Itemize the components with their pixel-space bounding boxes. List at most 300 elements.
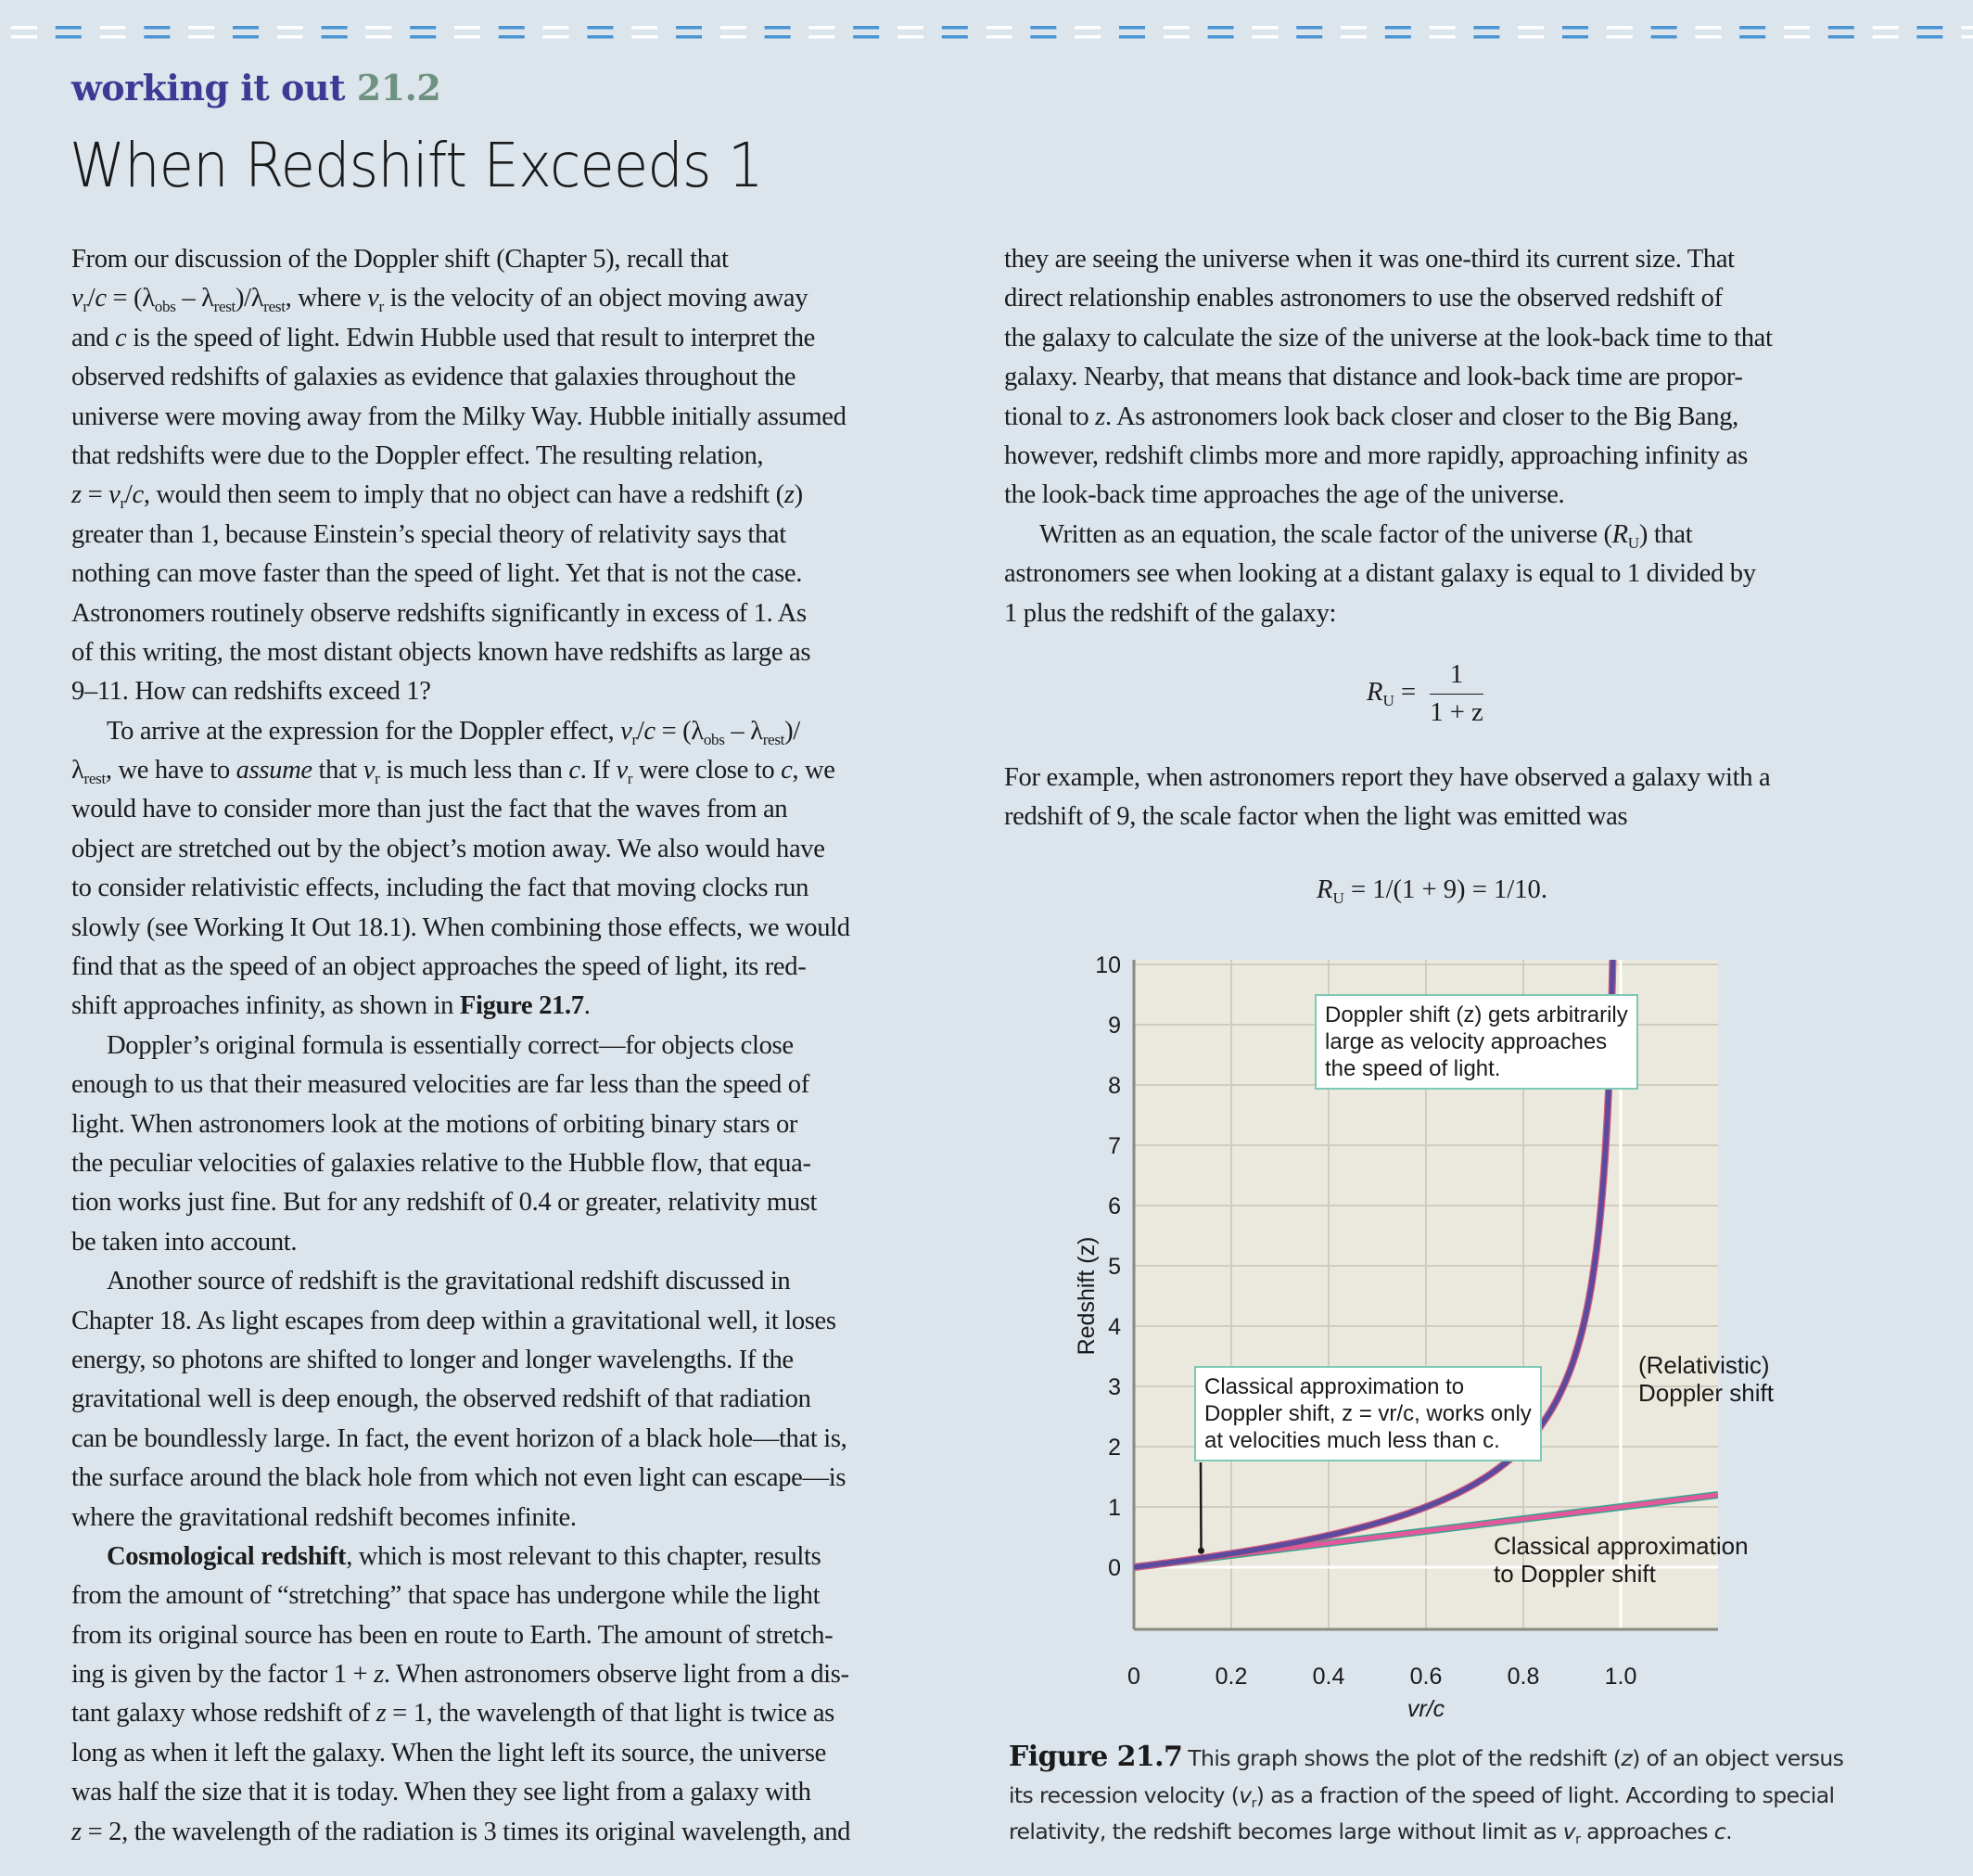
rule-dash: [1961, 35, 1973, 39]
paragraph-line: [71, 1813, 934, 1852]
text-run: R: [1317, 875, 1333, 904]
paragraph-line: [71, 398, 934, 437]
text-run: /: [87, 284, 95, 313]
text-run: from the amount of “stretching” that space has undergone while the light: [71, 1581, 821, 1611]
equation-scale-factor: [1367, 660, 1483, 728]
rule-dash: [100, 26, 126, 30]
annotation-line: Doppler shift, z = vr/c, works only: [1204, 1401, 1532, 1426]
rule-dash: [1208, 26, 1234, 30]
paragraph-line: [1004, 437, 1894, 476]
rule-dash: [1341, 26, 1367, 30]
y-tick-label: 1: [1108, 1495, 1121, 1521]
paragraph-line: [71, 869, 934, 908]
leader-line-classical: [1201, 1462, 1202, 1551]
rule-dash: [631, 35, 657, 39]
figure-reference: Figure 21.7: [459, 991, 584, 1021]
paragraph-line: [71, 1655, 934, 1694]
rule-dash: [1385, 35, 1411, 39]
text-run: /: [636, 716, 644, 746]
text-run: .: [583, 991, 591, 1021]
paragraph-line: [1004, 476, 1894, 515]
text-run: v: [363, 756, 376, 785]
paragraph-line: [1004, 398, 1894, 437]
subscript: r: [120, 494, 125, 513]
y-tick-label: 7: [1108, 1133, 1121, 1159]
annotation-relativistic: [1315, 994, 1638, 1090]
text-run: the peculiar velocities of galaxies relative to the Hubble flow, that equa-: [71, 1148, 811, 1178]
subscript: obs: [703, 730, 725, 748]
rule-dash: [897, 26, 923, 30]
paragraph-line: [71, 1302, 934, 1341]
text-run: tional to: [1004, 402, 1096, 431]
text-run: enough to us that their measured velocities are far less than the speed of: [71, 1070, 809, 1100]
text-run: v: [1562, 1819, 1576, 1844]
text-run: , which is most relevant to this chapter, results: [346, 1541, 821, 1571]
rule-dash: [808, 26, 834, 30]
curve-label-line: Classical approximation: [1494, 1532, 1749, 1560]
section-kicker: [71, 67, 440, 108]
figure-21-7-chart: [1066, 927, 1808, 1725]
paragraph-line: [71, 1734, 934, 1773]
rule-dash: [410, 26, 436, 30]
text-run: For example, when astronomers report they have observed a galaxy with a: [1004, 763, 1771, 792]
rule-dash: [1873, 26, 1899, 30]
paragraph-line: [1004, 319, 1894, 358]
rule-dash: [11, 35, 37, 39]
text-run: be taken into account.: [71, 1227, 298, 1257]
rule-dash: [188, 26, 214, 30]
rule-dash: [1695, 26, 1721, 30]
subscript: r: [83, 298, 88, 316]
eq-equals: =: [1401, 678, 1417, 708]
rule-dash: [322, 35, 348, 39]
rule-dash: [1828, 26, 1854, 30]
text-run: where the gravitational redshift becomes infinite.: [71, 1502, 577, 1532]
rule-dash: [853, 35, 879, 39]
subscript: U: [1627, 533, 1639, 552]
text-run: ing is given by the factor 1 +: [71, 1660, 375, 1690]
eq-denominator: 1 + z: [1430, 698, 1483, 727]
paragraph-line: [71, 1341, 934, 1380]
y-tick-label: 10: [1095, 952, 1121, 978]
rule-dash: [1030, 35, 1056, 39]
text-run: z: [71, 480, 82, 510]
text-run: would have to consider more than just the fact that the waves from an: [71, 795, 788, 824]
x-axis-label: vr/c: [1407, 1696, 1445, 1722]
text-run: . When astronomers observe light from a dis-: [383, 1660, 849, 1690]
rule-dash: [1252, 26, 1278, 30]
text-run: z: [1095, 402, 1105, 431]
rule-dash: [144, 35, 170, 39]
text-run: galaxy. Nearby, that means that distance and look-back time are propor-: [1004, 363, 1743, 392]
text-run: Chapter 18. As light escapes from deep within a gravitational well, it loses: [71, 1306, 836, 1335]
text-run: that redshifts were due to the Doppler effect. The resulting relation,: [71, 440, 764, 470]
text-run: and: [71, 323, 116, 352]
rule-dash: [233, 35, 259, 39]
text-run: v: [620, 716, 632, 746]
rule-dash: [1651, 26, 1677, 30]
rule-dash: [808, 35, 834, 39]
text-run: c: [132, 480, 144, 510]
rule-dash: [277, 35, 303, 39]
rule-dash: [1518, 35, 1544, 39]
rule-dash: [1784, 26, 1810, 30]
text-run: redshift of 9, the scale factor when the light was emitted was: [1004, 802, 1628, 832]
annotation-line: the speed of light.: [1325, 1056, 1501, 1081]
text-run: c: [568, 756, 580, 785]
subscript: r: [631, 730, 637, 748]
rule-dash: [1473, 35, 1499, 39]
subscript: r: [1575, 1831, 1581, 1847]
rule-dash: [1739, 26, 1765, 30]
rule-dash: [56, 35, 82, 39]
rule-dash: [322, 26, 348, 30]
rule-dash: [1916, 35, 1942, 39]
rule-dash: [1784, 35, 1810, 39]
paragraph-line: [1004, 759, 1894, 798]
text-run: is the speed of light. Edwin Hubble used that result to interpret the: [126, 323, 815, 352]
rule-dash: [188, 35, 214, 39]
rule-dash: [765, 26, 791, 30]
paragraph-line: [71, 240, 934, 279]
body-column-right-continued: [1004, 759, 1894, 837]
text-run: c: [115, 323, 127, 352]
text-run: v: [71, 284, 83, 313]
rule-dash: [100, 35, 126, 39]
text-run: Written as an equation, the scale factor of the universe (: [1039, 519, 1612, 549]
text-run: they are seeing the universe when it was one-third its current size. That: [1004, 245, 1735, 274]
subscript: rest: [213, 298, 235, 316]
text-run: greater than 1, because Einstein’s special theory of relativity says that: [71, 519, 786, 549]
text-run: is the velocity of an object moving away: [383, 284, 808, 313]
paragraph-line: [1004, 798, 1894, 836]
rule-dash: [1075, 35, 1101, 39]
rule-dash: [942, 26, 968, 30]
text-run: however, redshift climbs more and more rapidly, approaching infinity as: [1004, 440, 1748, 470]
rule-dash: [1341, 35, 1367, 39]
text-run: of this writing, the most distant objects known have redshifts as large as: [71, 637, 811, 667]
paragraph-line: [71, 279, 934, 318]
paragraph-line: [71, 830, 934, 869]
text-run: from its original source has been en route to Earth. The amount of stretch-: [71, 1620, 834, 1650]
rule-dash: [897, 35, 923, 39]
text-run: Astronomers routinely observe redshifts significantly in excess of 1. As: [71, 598, 807, 628]
paragraph-line: [71, 1066, 934, 1104]
rule-dash: [942, 35, 968, 39]
text-run: shift approaches infinity, as shown in: [71, 991, 460, 1021]
rule-dash: [1562, 35, 1588, 39]
paragraph-line: [71, 1105, 934, 1144]
paragraph-line: [71, 1262, 934, 1301]
text-run: tion works just fine. But for any redshift of 0.4 or greater, relativity must: [71, 1188, 818, 1218]
paragraph-line: [71, 1183, 934, 1222]
text-run: z: [71, 1817, 82, 1846]
y-tick-label: 3: [1108, 1374, 1121, 1400]
rule-dash: [1119, 26, 1145, 30]
caption-figure-label: Figure 21.7: [1009, 1741, 1183, 1773]
rule-dash: [720, 26, 746, 30]
page-title: When Redshift Exceeds 1: [70, 130, 763, 201]
paragraph-line: [71, 594, 934, 633]
rule-dash: [986, 26, 1012, 30]
rule-dash: [587, 26, 613, 30]
curve-label-relativistic: [1638, 1351, 1774, 1407]
subscript: rest: [83, 770, 106, 788]
text-run: that: [312, 756, 363, 785]
curve-label-line: (Relativistic): [1638, 1351, 1770, 1379]
text-run: can be boundlessly large. In fact, the event horizon of a black hole—that is,: [71, 1423, 847, 1453]
rule-dash: [1164, 35, 1190, 39]
paragraph-line: [71, 516, 934, 555]
text-run: to consider relativistic effects, including the fact that moving clocks run: [71, 874, 809, 903]
rule-dash: [56, 26, 82, 30]
y-tick-label: 6: [1108, 1193, 1121, 1219]
text-run: . If: [579, 756, 617, 785]
text-run: c: [643, 716, 656, 746]
text-run: object are stretched out by the object’s motion away. We also would have: [71, 834, 825, 863]
rule-dash: [1473, 26, 1499, 30]
paragraph-line: [71, 1499, 934, 1538]
paragraph-line: [1004, 279, 1894, 318]
rule-dash: [144, 26, 170, 30]
paragraph-line: [71, 712, 934, 751]
paragraph-line: [1004, 516, 1894, 555]
text-run: )/λ: [235, 284, 264, 313]
rule-dash: [1030, 26, 1056, 30]
text-run: z: [783, 480, 795, 510]
equation-example: [1317, 875, 1547, 905]
paragraph-line: [71, 1223, 934, 1262]
paragraph-line: [71, 1144, 934, 1183]
rule-dash: [365, 26, 391, 30]
paragraph-line: [71, 1576, 934, 1615]
paragraph-line: [71, 751, 934, 790]
subscript: rest: [263, 298, 286, 316]
paragraph-line: [71, 633, 934, 672]
rule-dash: [410, 35, 436, 39]
subscript: r: [378, 298, 384, 316]
rule-dash: [1607, 26, 1633, 30]
paragraph-line: [71, 790, 934, 829]
text-run: slowly (see Working It Out 18.1). When combining those effects, we would: [71, 912, 850, 942]
rule-dash: [233, 26, 259, 30]
x-tick-label: 0.2: [1215, 1664, 1248, 1690]
text-run: – λ: [175, 284, 214, 313]
text-run: From our discussion of the Doppler shift (Chapter 5), recall that: [71, 245, 729, 274]
eq-fraction: [1430, 660, 1483, 728]
paragraph-line: [71, 1538, 934, 1576]
text-run: = 2, the wavelength of the radiation is 3 times its original wavelength, and: [81, 1817, 851, 1846]
text-run: , we: [792, 756, 835, 785]
text-run: 9–11. How can redshifts exceed 1?: [71, 677, 431, 707]
text-run: energy, so photons are shifted to longer and longer wavelengths. If the: [71, 1345, 794, 1374]
curve-label-line: Doppler shift: [1638, 1379, 1774, 1407]
rule-dash: [1828, 35, 1854, 39]
x-tick-label: 1.0: [1604, 1664, 1637, 1690]
paragraph-line: [71, 476, 934, 515]
text-run: the look-back time approaches the age of the universe.: [1004, 480, 1565, 510]
rule-dash: [1651, 35, 1677, 39]
paragraph-line: [71, 1616, 934, 1655]
paragraph-line: [71, 987, 934, 1026]
y-tick-label: 0: [1108, 1555, 1121, 1581]
text-run: was half the size that it is today. When they see light from a galaxy with: [71, 1778, 811, 1807]
text-run: z: [376, 1699, 387, 1729]
rule-dash: [587, 35, 613, 39]
text-run: z: [1621, 1745, 1633, 1771]
text-run: . As astronomers look back closer and closer to the Big Bang,: [1104, 402, 1738, 431]
y-tick-label: 8: [1108, 1073, 1121, 1099]
rule-dash: [853, 26, 879, 30]
y-tick-label: 9: [1108, 1013, 1121, 1039]
paragraph-line: [1004, 594, 1894, 633]
text-run: observed redshifts of galaxies as evidence that galaxies throughout the: [71, 363, 796, 392]
decorative-dashed-rule: [0, 24, 1973, 39]
text-run: To arrive at the expression for the Doppler effect,: [107, 716, 621, 746]
paragraph-line: [71, 1773, 934, 1812]
text-run: Another source of redshift is the gravitational redshift discussed in: [107, 1267, 791, 1296]
text-run: , would then seem to imply that no object can have a redshift (: [143, 480, 784, 510]
x-tick-label: 0: [1127, 1664, 1140, 1690]
text-run: ): [794, 480, 803, 510]
subscript: rest: [762, 730, 785, 748]
eq-numerator: 1: [1430, 660, 1483, 695]
paragraph-line: [71, 1694, 934, 1733]
paragraph-line: [71, 1459, 934, 1498]
rule-dash: [1075, 26, 1101, 30]
rule-dash: [11, 26, 37, 30]
y-tick-label: 2: [1108, 1435, 1121, 1461]
text-run: )/: [784, 716, 800, 746]
paragraph-line: [71, 909, 934, 948]
text-run: =: [81, 480, 109, 510]
rule-dash: [543, 26, 569, 30]
x-tick-label: 0.8: [1507, 1664, 1540, 1690]
subscript: r: [1251, 1795, 1256, 1811]
text-run: approaches: [1580, 1819, 1714, 1844]
text-run: tant galaxy whose redshift of: [71, 1699, 376, 1729]
rule-dash: [720, 35, 746, 39]
text-run: z: [374, 1660, 384, 1690]
rule-dash: [1695, 35, 1721, 39]
rule-dash: [676, 35, 702, 39]
caption-line: [1009, 1814, 1899, 1851]
text-run: is much less than: [379, 756, 569, 785]
text-run: = 1, the wavelength of that light is twice as: [386, 1699, 834, 1729]
text-run: λ: [71, 756, 84, 785]
text-run: Doppler’s original formula is essentially correct—for objects close: [107, 1030, 794, 1060]
paragraph-line: [71, 358, 934, 397]
text-run: v: [1239, 1781, 1252, 1808]
rule-dash: [1296, 35, 1322, 39]
body-column-right: [1004, 240, 1894, 633]
annotation-line: large as velocity approaches: [1325, 1029, 1608, 1054]
rule-dash: [631, 26, 657, 30]
text-run: = 1/(1 + 9) = 1/10.: [1343, 875, 1547, 904]
paragraph-line: [1004, 240, 1894, 279]
rule-dash: [765, 35, 791, 39]
annotation-line: Classical approximation to: [1204, 1374, 1465, 1399]
text-run: were close to: [632, 756, 782, 785]
text-run: c: [781, 756, 793, 785]
rule-dash: [1164, 26, 1190, 30]
body-column-left: [71, 240, 934, 1852]
text-run: /: [124, 480, 133, 510]
x-tick-label: 0.4: [1312, 1664, 1345, 1690]
rule-dash: [676, 26, 702, 30]
paragraph-line: [71, 672, 934, 711]
rule-dash: [1562, 26, 1588, 30]
rule-dash: [1208, 35, 1234, 39]
text-run: v: [616, 756, 628, 785]
rule-dash: [543, 35, 569, 39]
subscript: r: [627, 770, 633, 788]
text-run: .: [1725, 1819, 1732, 1844]
rule-dash: [1430, 26, 1456, 30]
rule-dash: [1430, 35, 1456, 39]
paragraph-line: [71, 555, 934, 593]
text-run: its recession velocity (: [1009, 1781, 1240, 1808]
paragraph-line: [71, 948, 934, 987]
eq-lhs: R: [1367, 678, 1383, 708]
text-run: , where: [285, 284, 368, 313]
text-run: v: [108, 480, 121, 510]
y-tick-label: 4: [1108, 1314, 1121, 1340]
curve-label-classical: [1494, 1532, 1749, 1588]
text-run: long as when it left the galaxy. When the light left its source, the universe: [71, 1738, 826, 1768]
text-run: universe were moving away from the Milky Way. Hubble initially assumed: [71, 402, 846, 431]
kicker-label: working it out: [71, 67, 346, 108]
annotation-line: Doppler shift (z) gets arbitrarily: [1325, 1002, 1628, 1027]
text-run: direct relationship enables astronomers to use the observed redshift of: [1004, 284, 1723, 313]
paragraph-line: [71, 1380, 934, 1419]
rule-dash: [277, 26, 303, 30]
text-run: the galaxy to calculate the size of the universe at the look-back time to that: [1004, 323, 1773, 352]
text-run: c: [95, 284, 107, 313]
caption-line: [1009, 1739, 1899, 1778]
rule-dash: [1518, 26, 1544, 30]
text-run: This graph shows the plot of the redshift (: [1188, 1745, 1622, 1771]
rule-dash: [1607, 35, 1633, 39]
x-tick-label: 0.6: [1409, 1664, 1443, 1690]
annotation-classical: [1194, 1366, 1542, 1461]
text-run: find that as the speed of an object approaches the speed of light, its red-: [71, 952, 807, 982]
text-run: astronomers see when looking at a distant galaxy is equal to 1 divided by: [1004, 559, 1756, 589]
rule-dash: [1296, 26, 1322, 30]
text-run: R: [1611, 519, 1628, 549]
paragraph-line: [71, 1420, 934, 1459]
rule-dash: [365, 35, 391, 39]
text-run: , we have to: [105, 756, 236, 785]
rule-dash: [1119, 35, 1145, 39]
rule-dash: [1873, 35, 1899, 39]
text-run: nothing can move faster than the speed of light. Yet that is not the case.: [71, 559, 803, 589]
paragraph-line: [71, 437, 934, 476]
paragraph-line: [1004, 358, 1894, 397]
paragraph-line: [1004, 555, 1894, 593]
rule-dash: [499, 26, 525, 30]
text-run: – λ: [724, 716, 763, 746]
rule-dash: [454, 26, 480, 30]
paragraph-line: [71, 319, 934, 358]
text-run: = (λ: [106, 284, 155, 313]
y-axis-label: Redshift (z): [1074, 1236, 1100, 1356]
text-run: = (λ: [655, 716, 704, 746]
text-run: ) that: [1638, 519, 1693, 549]
text-run: the surface around the black hole from which not even light can escape—is: [71, 1463, 846, 1493]
text-run: ) as a fraction of the speed of light. According to special: [1255, 1781, 1835, 1808]
rule-dash: [454, 35, 480, 39]
